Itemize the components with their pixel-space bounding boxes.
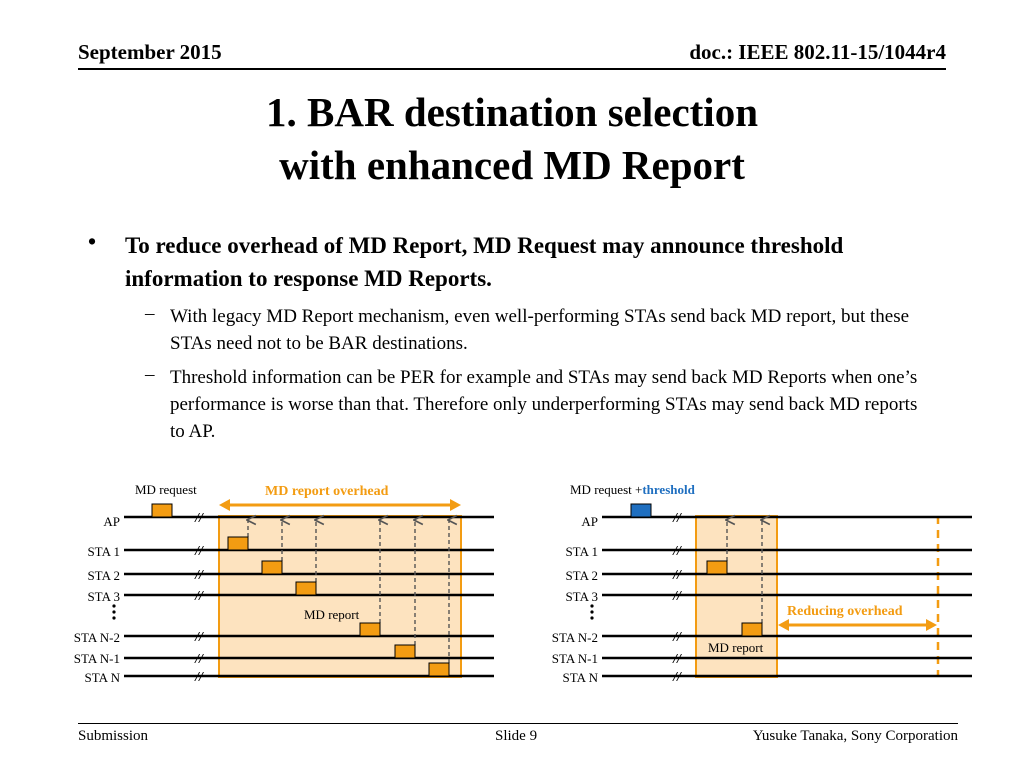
- left-request-label: MD request: [135, 482, 197, 497]
- sub-bullet-2: Threshold information can be PER for example and STAs may send back MD Reports when one’s performance is worse than that. Therefore only underperforming STAs may send back MD reports to AP.: [170, 367, 918, 442]
- main-bullet-text: To reduce overhead of MD Report, MD Request may announce threshold information to response MD Reports.: [125, 233, 844, 291]
- right-md-report-label: MD report: [708, 640, 764, 655]
- footer-submission: Submission: [78, 728, 149, 744]
- svg-text://: //: [195, 568, 203, 583]
- svg-text://: //: [195, 670, 203, 685]
- left-label-sta3: STA 3: [87, 589, 120, 604]
- footer-slide-number: Slide 9: [495, 728, 538, 744]
- left-md-report-label: MD report: [304, 607, 360, 622]
- svg-text://: //: [673, 544, 681, 559]
- left-label-stan2: STA N-2: [73, 630, 120, 645]
- left-label-sta1: STA 1: [87, 544, 120, 559]
- right-threshold-label: threshold: [642, 482, 695, 497]
- right-request-label: MD request +threshold: [570, 482, 695, 497]
- left-label-sta2: STA 2: [87, 568, 120, 583]
- footer-author: Yusuke Tanaka, Sony Corporation: [752, 728, 958, 744]
- right-station-labels: [552, 514, 599, 685]
- svg-text://: //: [195, 630, 203, 645]
- left-label-ap: AP: [103, 514, 120, 529]
- title-line-2: with enhanced MD Report: [279, 142, 745, 188]
- svg-text://: //: [195, 544, 203, 559]
- svg-text://: //: [673, 630, 681, 645]
- right-label-stan: STA N: [562, 670, 598, 685]
- title-line-1: 1. BAR destination selection: [266, 89, 758, 135]
- svg-text://: //: [673, 568, 681, 583]
- header-date: September 2015: [78, 40, 222, 64]
- right-label-ap: AP: [581, 514, 598, 529]
- footer-divider: [78, 723, 958, 724]
- sub-bullet-dash-2: –: [145, 364, 155, 385]
- svg-text://: //: [673, 511, 681, 526]
- right-md-request-frame: [631, 504, 651, 517]
- sub-bullet-dash-1: –: [145, 303, 155, 324]
- svg-text://: //: [195, 589, 203, 604]
- left-overhead-label: MD report overhead: [265, 484, 389, 499]
- sub-bullet-1: With legacy MD Report mechanism, even well-performing STAs send back MD report, but these STAs need not to be BAR destinations.: [170, 306, 910, 354]
- svg-text://: //: [195, 652, 203, 667]
- header-doc-id: doc.: IEEE 802.11-15/1044r4: [689, 40, 946, 64]
- svg-text://: //: [195, 511, 203, 526]
- right-break-marks: [672, 511, 682, 685]
- right-label-sta2: STA 2: [565, 568, 598, 583]
- left-ellipsis: [112, 604, 115, 619]
- left-label-stan1: STA N-1: [73, 651, 120, 666]
- svg-text://: //: [673, 589, 681, 604]
- right-ellipsis: [590, 604, 593, 619]
- right-label-stan1: STA N-1: [551, 651, 598, 666]
- right-label-stan2: STA N-2: [551, 630, 598, 645]
- left-md-request-frame: [152, 504, 172, 517]
- right-reducing-label: Reducing overhead: [787, 604, 903, 619]
- right-label-sta1: STA 1: [565, 544, 598, 559]
- left-station-labels: [74, 514, 121, 685]
- right-reducing-arrow: [778, 619, 937, 631]
- right-diagram: [552, 482, 972, 685]
- left-label-stan: STA N: [84, 670, 120, 685]
- svg-text://: //: [673, 670, 681, 685]
- svg-text://: //: [673, 652, 681, 667]
- left-break-marks: [194, 511, 204, 685]
- right-label-sta3: STA 3: [565, 589, 598, 604]
- bullet-marker: •: [88, 229, 97, 254]
- left-diagram: [74, 482, 494, 685]
- left-overhead-arrow: [219, 499, 461, 511]
- right-timeline-lines: [602, 517, 972, 676]
- left-overhead-region: [219, 516, 461, 677]
